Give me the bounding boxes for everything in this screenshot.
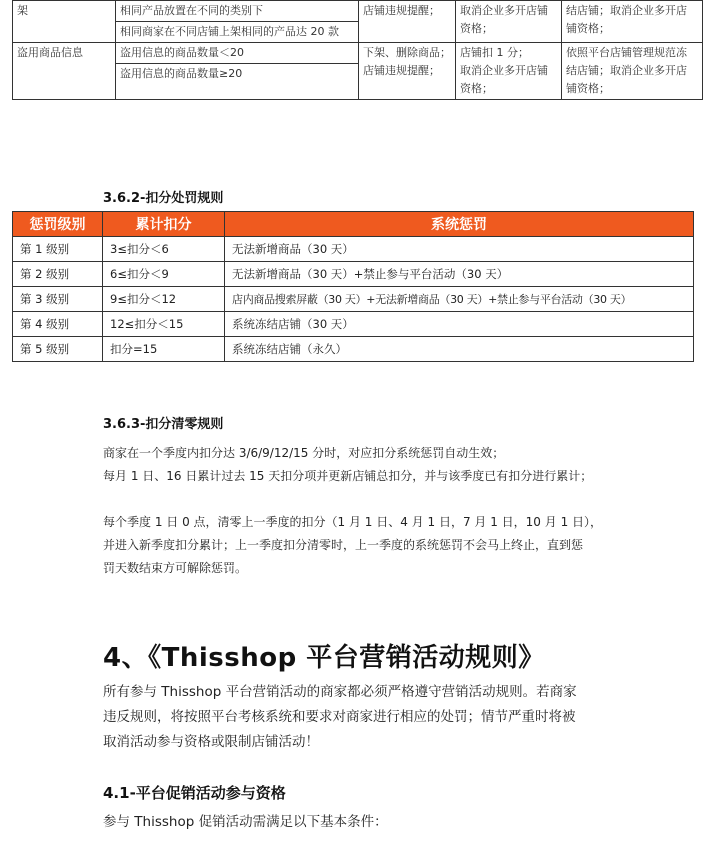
cell-line: 取消企业多开店铺	[460, 4, 548, 17]
paragraph-line: 每个季度 1 日 0 点，清零上一季度的扣分（1 月 1 日、4 月 1 日，7 月 1 日，10 月 1 日），	[103, 515, 603, 529]
table-cell: 店内商品搜索屏蔽（30 天）+无法新增商品（30 天）+禁止参与平台活动（30 天）	[225, 287, 694, 312]
paragraph: 参与 Thisshop 促销活动需满足以下基本条件：	[103, 814, 388, 830]
violation-table-continued	[12, 0, 703, 100]
table-cell: 无法新增商品（30 天）	[225, 237, 694, 262]
table-cell: 无法新增商品（30 天）+禁止参与平台活动（30 天）	[225, 262, 694, 287]
table-cell: 第 5 级别	[13, 337, 103, 362]
table-cell: 系统冻结店铺（永久）	[225, 337, 694, 362]
table-row	[13, 237, 694, 262]
table-cell: 3≤扣分＜6	[103, 237, 225, 262]
paragraph-line: 罚天数结束方可解除惩罚。	[103, 561, 248, 575]
table-cell	[359, 1, 456, 43]
table-cell	[562, 1, 703, 43]
table-cell	[456, 1, 562, 43]
table-row	[13, 262, 694, 287]
table-row	[13, 287, 694, 312]
paragraph-line: 所有参与 Thisshop 平台营销活动的商家都必须严格遵守营销活动规则。若商家	[103, 684, 577, 700]
cell-line: 依照平台店铺管理规范冻	[566, 46, 687, 59]
cell-line: 相同商家在不同店铺上架相同的产品达 20 款	[116, 21, 358, 42]
cell-line: 下架、删除商品；	[363, 46, 451, 59]
cell-line: 铺资格；	[566, 22, 610, 35]
table-header-row	[13, 212, 694, 237]
table-cell: 架	[13, 1, 116, 43]
table-row	[13, 43, 703, 100]
table-row	[13, 337, 694, 362]
table-cell	[116, 1, 359, 43]
table-cell: 扣分=15	[103, 337, 225, 362]
table-cell: 第 4 级别	[13, 312, 103, 337]
table-cell: 6≤扣分＜9	[103, 262, 225, 287]
column-header: 系统惩罚	[225, 212, 694, 237]
paragraph-line: 并进入新季度扣分累计；上一季度扣分清零时，上一季度的系统惩罚不会马上终止，直到惩	[103, 538, 584, 552]
table-cell	[116, 43, 359, 100]
section-heading-4-1: 4.1-平台促销活动参与资格	[103, 784, 286, 802]
cell-line: 铺资格；	[566, 82, 610, 95]
table-cell	[562, 43, 703, 100]
table-cell: 12≤扣分＜15	[103, 312, 225, 337]
table-cell: 第 2 级别	[13, 262, 103, 287]
cell-line: 资格；	[460, 22, 493, 35]
cell-line: 相同产品放置在不同的类别下	[120, 4, 263, 17]
paragraph: 每月 1 日、16 日累计过去 15 天扣分项并更新店铺总扣分，并与该季度已有扣分进行累计；	[103, 469, 593, 483]
cell-line: 结店铺；取消企业多开店	[566, 4, 687, 17]
column-header: 惩罚级别	[13, 212, 103, 237]
table-row	[13, 1, 703, 43]
cell-line: 店铺违规提醒；	[363, 64, 440, 77]
cell-line: 结店铺；取消企业多开店	[566, 64, 687, 77]
chapter-heading-4: 4、《Thisshop 平台营销活动规则》	[103, 643, 545, 673]
table-cell: 9≤扣分＜12	[103, 287, 225, 312]
cell-line: 盗用信息的商品数量＜20	[120, 46, 244, 59]
table-cell: 系统冻结店铺（30 天）	[225, 312, 694, 337]
section-heading-3-6-3: 3.6.3-扣分清零规则	[103, 417, 224, 432]
paragraph-line: 取消活动参与资格或限制店铺活动！	[103, 734, 319, 750]
cell-line: 店铺扣 1 分；	[460, 46, 529, 59]
cell-line: 店铺违规提醒；	[363, 4, 440, 17]
table-cell	[359, 43, 456, 100]
paragraph-line: 违反规则，将按照平台考核系统和要求对商家进行相应的处罚；情节严重时将被	[103, 709, 576, 725]
table-cell: 盗用商品信息	[13, 43, 116, 100]
cell-line: 取消企业多开店铺	[460, 64, 548, 77]
paragraph: 商家在一个季度内扣分达 3/6/9/12/15 分时，对应扣分系统惩罚自动生效；	[103, 446, 505, 460]
cell-line: 资格；	[460, 82, 493, 95]
column-header: 累计扣分	[103, 212, 225, 237]
penalty-level-table	[12, 211, 694, 362]
section-heading-3-6-2: 3.6.2-扣分处罚规则	[103, 191, 224, 206]
table-cell: 第 1 级别	[13, 237, 103, 262]
table-row	[13, 312, 694, 337]
table-cell: 第 3 级别	[13, 287, 103, 312]
cell-line: 盗用信息的商品数量≥20	[116, 63, 358, 84]
table-cell	[456, 43, 562, 100]
